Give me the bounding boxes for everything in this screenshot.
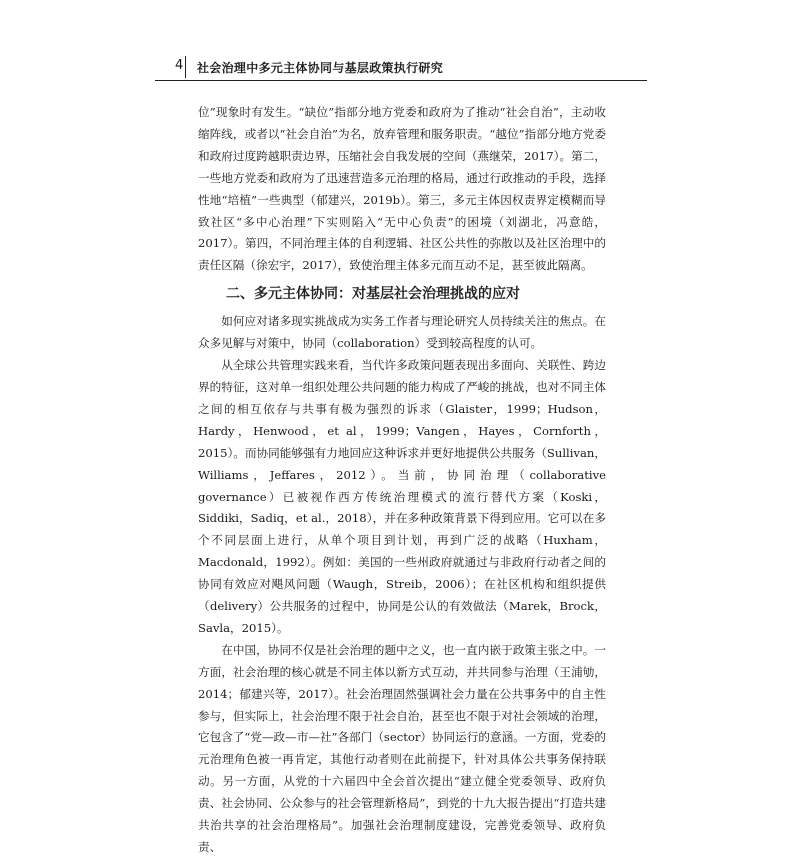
header-rule: [155, 80, 647, 81]
paragraph: 如何应对诸多现实挑战成为实务工作者与理论研究人员持续关注的焦点。在众多见解与对策中，协同（collaboration）受到较高程度的认可。: [198, 314, 606, 351]
paragraph: 从全球公共管理实践来看，当代许多政策问题表现出多面向、关联性、跨边界的特征，这对单一组织处理公共问题的能力构成了严峻的挑战，也对不同主体之间的相互依存与共事有极为强烈的诉求（Glaister，1999；Hudson，Hardy，Henwood，et al，1999；Vangen，Hayes，Cornforth，2015）。而协同能够强有力地回应这种诉求并更好地提供公共服务（Sullivan，Williams，Jeffares，2012）。当前，协同治理（collaborative governance）已被视作西方传统治理模式的流行替代方案（Koski，Siddiki，Sadiq，et al.，2018），并在多种政策背景下得到应用。它可以在多个不同层面上进行，从单个项目到计划，再到广泛的战略（Huxham，Macdonald，1992）。例如：美国的一些州政府就通过与非政府行动者之间的协同有效应对飓风问题（Waugh，Streib，2006）；在社区机构和组织提供（delivery）公共服务的过程中，协同是公认的有效做法（Marek，Brock，Savla，2015）。: [198, 358, 606, 635]
section-heading: 二、多元主体协同：对基层社会治理挑战的应对: [226, 286, 520, 303]
paragraph-continued: 位”现象时有发生。“缺位”指部分地方党委和政府为了推动“社会自治”，主动收缩阵线，或者以“社会自治”为名，放弃管理和服务职责。“越位”指部分地方党委和政府过度跨越职责边界，压缩社会自我发展的空间（燕继荣，2017）。第二，一些地方党委和政府为了迅速营造多元治理的格局，通过行政推动的手段，选择性地“培植”一些典型（郁建兴，2019b）。第三，多元主体因权责界定模糊而导致社区“多中心治理”下实则陷入“无中心负责”的困境（刘湖北，冯意皓，2017）。第四，不同治理主体的自利逻辑、社区公共性的弥散以及社区治理中的责任区隔（徐宏宇，2017），致使治理主体多元而互动不足，甚至彼此隔离。: [198, 105, 606, 273]
page-number: 4: [175, 58, 184, 73]
running-title: 社会治理中多元主体协同与基层政策执行研究: [197, 61, 444, 75]
paragraph: 在中国，协同不仅是社会治理的题中之义，也一直内嵌于政策主张之中。一方面，社会治理的核心就是不同主体以新方式互动，并共同参与治理（王浦劬，2014；郁建兴等，2017）。社会治理固然强调社会力量在公共事务中的自主性参与，但实际上，社会治理不限于社会自治，甚至也不限于对社会领域的治理，它包含了“党—政—市—社”各部门（sector）协同运行的意涵。一方面，党委的元治理角色被一再肯定，其他行动者则在此前提下，针对具体公共事务保持联动。另一方面，从党的十六届四中全会首次提出“建立健全党委领导、政府负责、社会协同、公众参与的社会管理新格局”，到党的十九大报告提出“打造共建共治共享的社会治理格局”。加强社会治理制度建设，完善党委领导、政府负责、: [198, 642, 606, 854]
header-divider: [185, 56, 186, 78]
body-text: [198, 102, 606, 859]
page-header: [155, 56, 647, 78]
